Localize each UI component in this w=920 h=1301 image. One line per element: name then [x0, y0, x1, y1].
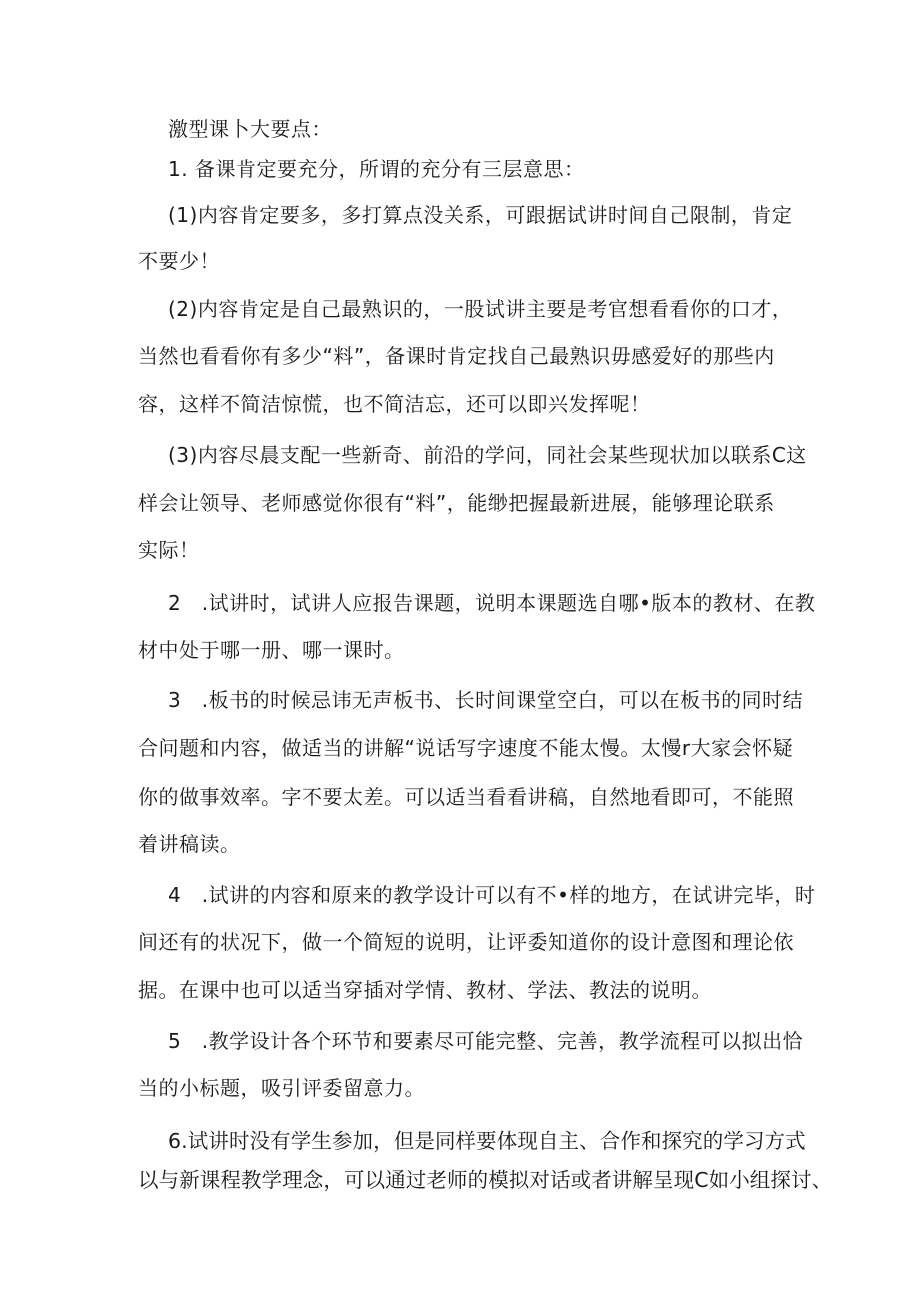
paragraph-line: 合问题和内容，做适当的讲解“说话写字速度不能太慢。太慢r大家会怀疑 [138, 736, 794, 760]
paragraph-line: 当的小标题，吸引评委留意力。 [138, 1076, 425, 1100]
paragraph-line: 实际！ [138, 538, 200, 562]
paragraph-line: 6.试讲时没有学生参加，但是同样要体现自主、合作和探究的学习方式 [168, 1129, 806, 1153]
paragraph-line: (3)内容尽晨支配一些新奇、前沿的学问，同社会某些现状加以联系C这 [168, 443, 807, 467]
paragraph-line: 5 .教学设计各个环节和要素尽可能完整、完善，教学流程可以拟出恰 [168, 1029, 804, 1053]
paragraph-line: 当然也看看你有多少“料”，备课时肯定找自己最熟识毋感爱好的那些内 [138, 344, 775, 368]
point-1-heading: 1. 备课肯定要充分，所谓的充分有三层意思： [168, 157, 585, 181]
paragraph-line: (2)内容肯定是自己最熟识的，一股试讲主要是考官想看看你的口才， [168, 297, 793, 321]
paragraph-line: 以与新课程教学理念，可以通过老师的模拟对话或者讲解呈现C如小组探讨、 [138, 1168, 833, 1192]
paragraph-line: 4 .试讲的内容和原来的教学设计可以有不•样的地方，在试讲完毕，时 [168, 883, 816, 907]
paragraph-line: 你的做事效率。字不要太差。可以适当看看讲稿，自然地看即可，不能照 [138, 785, 794, 809]
paragraph-line: 2 .试讲时，试讲人应报告课题，说明本课题选自哪•版本的教材、在教 [168, 591, 816, 615]
section-heading: 激型课卜大要点： [168, 117, 332, 141]
paragraph-line: 据。在课中也可以适当穿插对学情、教材、学法、教法的说明。 [138, 978, 712, 1002]
paragraph-line: 材中处于哪一册、哪一课时。 [138, 638, 405, 662]
paragraph-line: 容，这样不简洁惊慌，也不简洁忘，还可以即兴发挥呢！ [138, 392, 651, 416]
paragraph-line: 间还有的状况下，做一个简短的说明，让评委知道你的设计意图和理论依 [138, 930, 794, 954]
paragraph-line: 3 .板书的时候忌讳无声板书、长时间课堂空白，可以在板书的同时结 [168, 688, 804, 712]
paragraph-line: 不要少！ [138, 249, 220, 273]
paragraph-line: 着讲稿读。 [138, 832, 241, 856]
paragraph-line: (1)内容肯定要多，多打算点没关系，可跟据试讲时间自己限制，肯定 [168, 203, 793, 227]
paragraph-line: 样会让领导、老师感觉你很有“料”，能缈把握最新进展，能够理论联系 [138, 491, 775, 515]
